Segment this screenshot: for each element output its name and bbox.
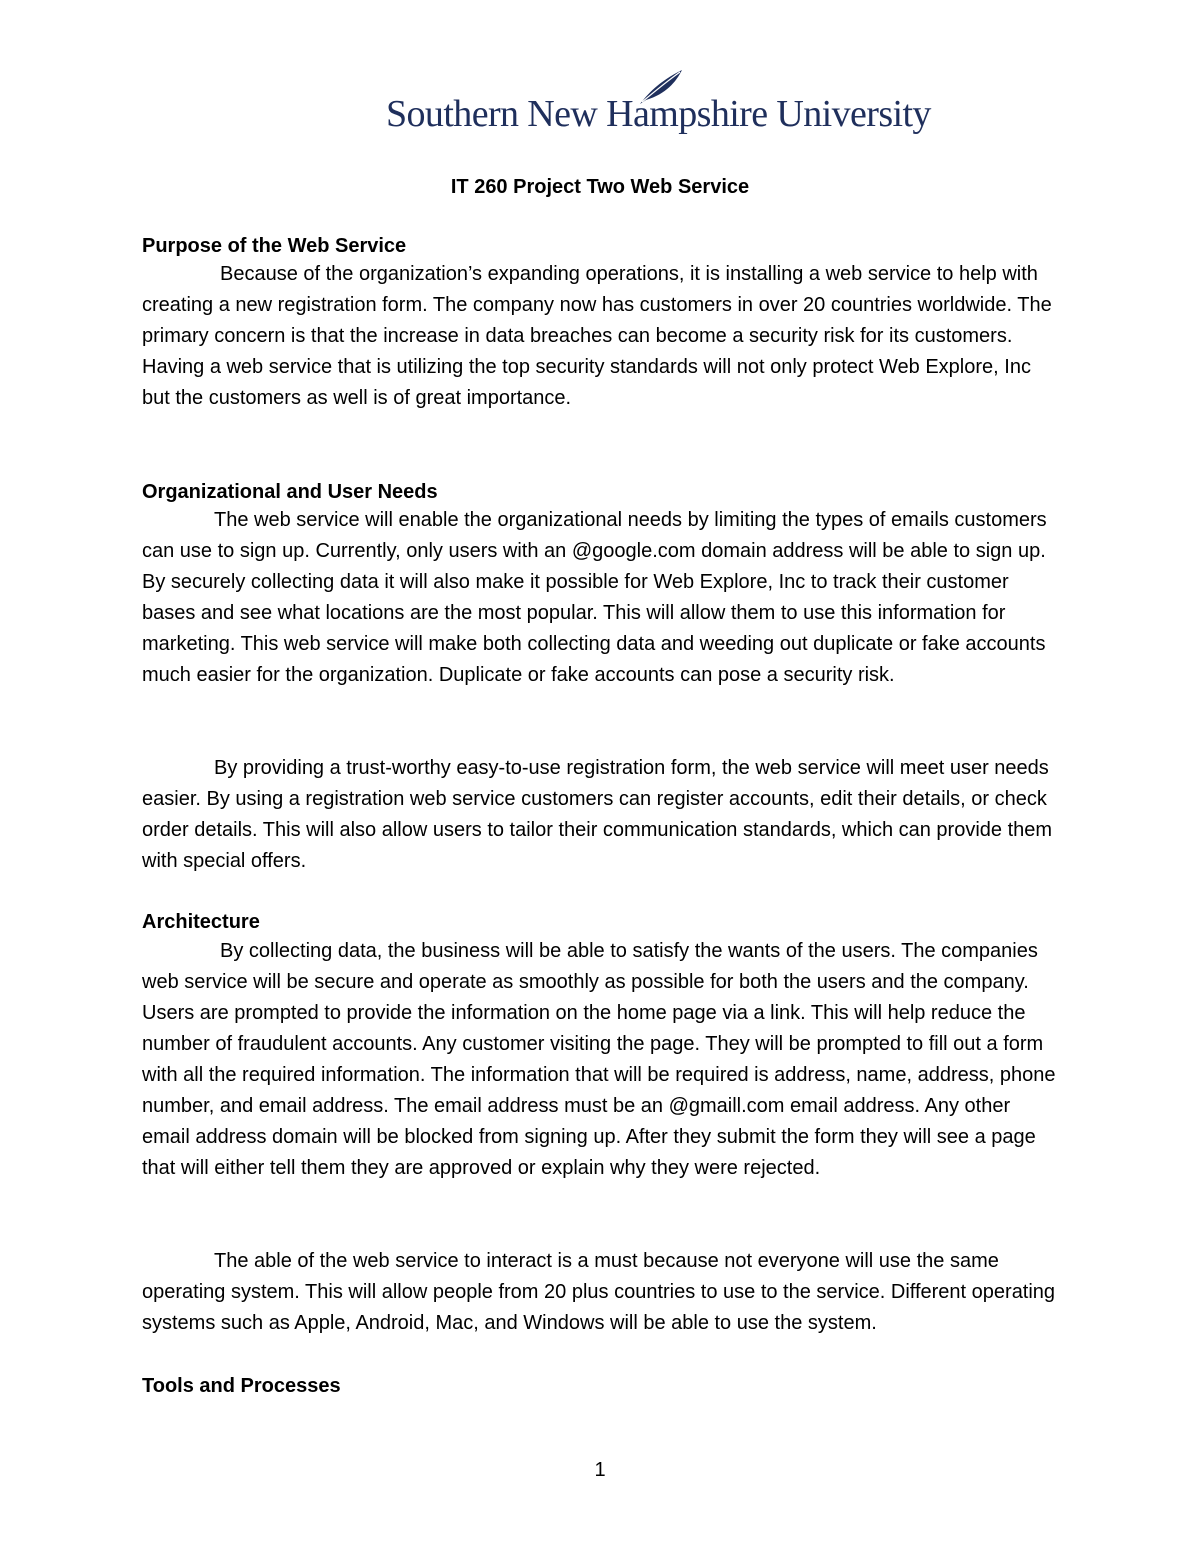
paragraph-needs-1: The web service will enable the organizational needs by limiting the types of emails customers can use to sign up. Currently, only users with an @google.com domain address will be able to sign up. By securely collecting data it will also make it possible for Web Explore, Inc to track their customer bases and see what locations are the most popular. This will allow them to use this information for marketing. This web service will make both collecting data and weeding out duplicate or fake accounts much easier for the organization. Duplicate or fake accounts can pose a security risk. (142, 509, 1047, 686)
paragraph-needs-2: By providing a trust-worthy easy-to-use registration form, the web service will meet user needs easier. By using a registration web service customers can register accounts, edit their details, or check order details. This will also allow users to tailor their communication standards, which can provide them with special offers. (142, 757, 1053, 872)
university-logo (386, 68, 931, 138)
paragraph-architecture-1: By collecting data, the business will be able to satisfy the wants of the users. The companies web service will be secure and operate as smoothly as possible for both the users and the company. Users are prompted to provide the information on the home page via a link. This will help reduce the number of fraudulent accounts. Any customer visiting the page. They will be prompted to fill out a form with all the required information. The information that will be required is address, name, address, phone number, and email address. The email address must be an @gmaill.com email address. Any other email address domain will be blocked from signing up. After they submit the form they will see a page that will either tell them they are approved or explain why they were rejected. (142, 940, 1056, 1179)
section-heading-architecture: Architecture (142, 911, 260, 933)
section-heading-tools: Tools and Processes (142, 1375, 341, 1397)
section-heading-purpose: Purpose of the Web Service (142, 235, 407, 257)
logo-wordmark: Southern New Hampshire University (386, 93, 931, 135)
document-title: IT 260 Project Two Web Service (450, 176, 750, 198)
page-number: 1 (594, 1459, 606, 1481)
paragraph-purpose: Because of the organization’s expanding operations, it is installing a web service to help with creating a new registration form. The company now has customers in over 20 countries worldwide. The primary concern is that the increase in data breaches can become a security risk for its customers. Having a web service that is utilizing the top security standards will not only protect Web Explore, Inc but the customers as well is of great importance. (142, 263, 1052, 409)
paragraph-architecture-2: The able of the web service to interact is a must because not everyone will use the same operating system. This will allow people from 20 plus countries to use to the service. Different operating systems such as Apple, Android, Mac, and Windows will be able to use the system. (142, 1250, 1056, 1334)
section-heading-needs: Organizational and User Needs (142, 481, 438, 503)
